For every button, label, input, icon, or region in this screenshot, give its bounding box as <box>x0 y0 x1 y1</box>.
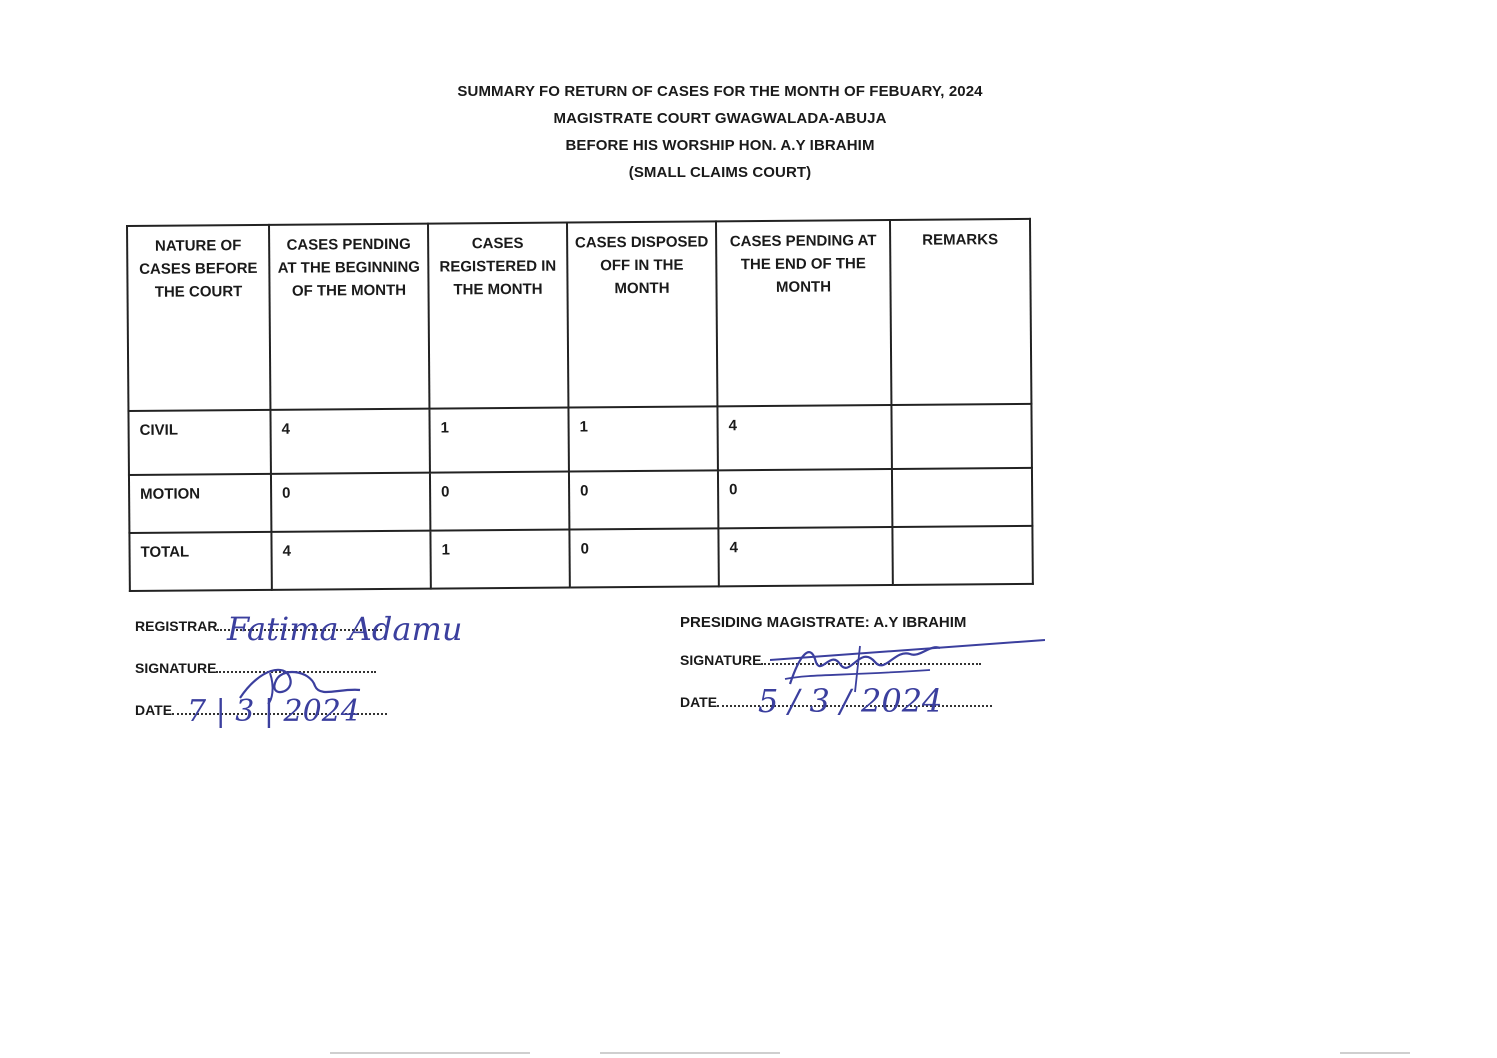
cell-nature: MOTION <box>129 474 271 533</box>
table-header-row <box>127 219 1031 411</box>
cell-nature: TOTAL <box>129 532 271 591</box>
cell-remarks <box>892 468 1032 527</box>
cell-disposed: 1 <box>568 406 717 471</box>
column-header-nature: NATURE OF CASES BEFORE THE COURT <box>127 225 270 411</box>
registrar-date-handwritten: 7 | 3 | 2024 <box>187 694 360 729</box>
signature-label: SIGNATURE <box>135 660 217 676</box>
table-row <box>128 404 1031 475</box>
column-header-remarks: REMARKS <box>890 219 1031 405</box>
registrar-line <box>135 610 463 660</box>
cell-disposed: 0 <box>569 528 718 587</box>
magistrate-block <box>680 614 1020 736</box>
registrar-date-line <box>135 694 435 744</box>
date-label: DATE <box>680 694 718 710</box>
cell-pending-end: 0 <box>718 469 892 528</box>
scan-edge-line <box>600 1052 780 1054</box>
scan-edge-line <box>1340 1052 1410 1054</box>
column-header-pending-end: CASES PENDING AT THE END OF THE MONTH <box>716 220 891 406</box>
registrar-name-handwritten: Fatima Adamu <box>227 610 463 648</box>
scan-edge-line <box>330 1052 530 1054</box>
column-header-pending-begin: CASES PENDING AT THE BEGINNING OF THE MONTH <box>269 224 429 410</box>
registrar-label: REGISTRAR <box>135 618 218 634</box>
cell-registered: 1 <box>429 408 568 473</box>
cell-pending-end: 4 <box>718 527 892 586</box>
registrar-block <box>135 610 463 744</box>
cell-disposed: 0 <box>569 470 718 529</box>
table-row <box>129 468 1032 533</box>
magistrate-title: PRESIDING MAGISTRATE: A.Y IBRAHIM <box>680 614 967 631</box>
cell-registered: 0 <box>430 472 569 531</box>
magistrate-date-handwritten: 5 / 3 / 2024 <box>758 682 943 720</box>
cell-remarks <box>891 404 1031 469</box>
cell-pending-begin: 4 <box>271 531 430 590</box>
magistrate-date-line <box>680 682 1020 736</box>
signature-label: SIGNATURE <box>680 652 762 668</box>
presiding-officer: BEFORE HIS WORSHIP HON. A.Y IBRAHIM <box>565 137 875 154</box>
cell-pending-begin: 0 <box>271 473 430 532</box>
column-header-disposed: CASES DISPOSED OFF IN THE MONTH <box>567 221 717 407</box>
cell-pending-end: 4 <box>717 405 891 470</box>
cell-registered: 1 <box>430 530 569 589</box>
date-label: DATE <box>135 702 173 718</box>
cell-remarks <box>892 526 1032 585</box>
cell-nature: CIVIL <box>128 410 270 475</box>
document-title: SUMMARY FO RETURN OF CASES FOR THE MONTH OF FEBUARY, 2024 <box>457 83 983 100</box>
returns-table <box>126 218 1034 592</box>
table-row <box>129 526 1032 591</box>
column-header-registered: CASES REGISTERED IN THE MONTH <box>428 223 568 409</box>
court-division: (SMALL CLAIMS COURT) <box>628 164 812 181</box>
court-name: MAGISTRATE COURT GWAGWALADA-ABUJA <box>553 110 887 127</box>
document-header <box>420 78 1020 186</box>
cell-pending-begin: 4 <box>270 409 429 474</box>
